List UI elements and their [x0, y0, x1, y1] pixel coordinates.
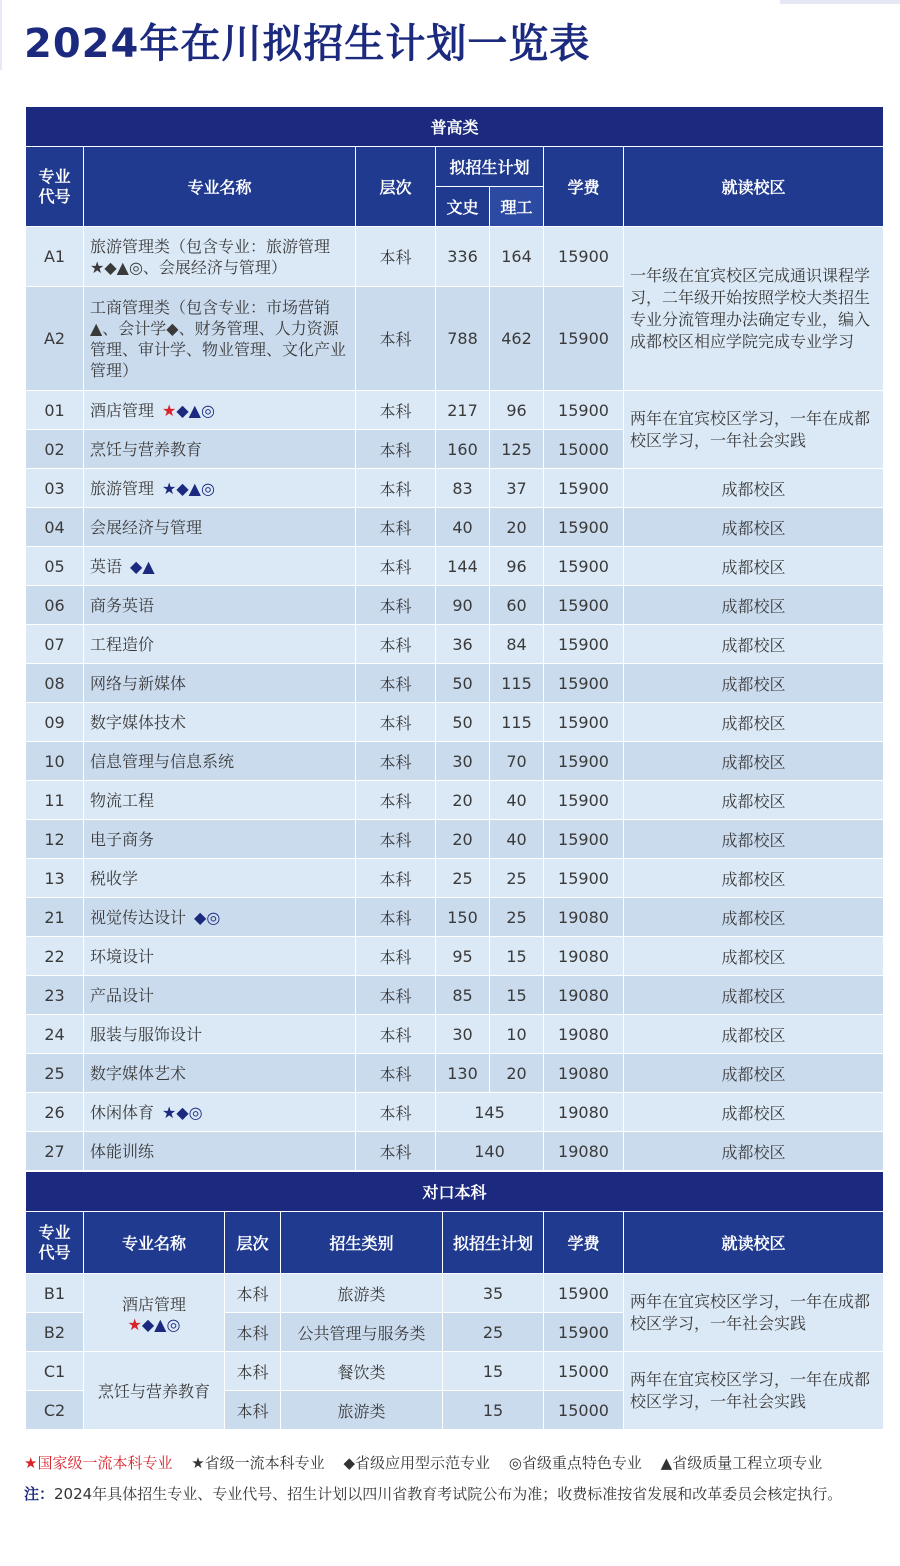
row-level: 本科 — [356, 781, 436, 820]
row-campus: 成都校区 — [624, 625, 884, 664]
row-fee: 19080 — [544, 976, 624, 1015]
table-row — [26, 1093, 884, 1132]
row-level: 本科 — [356, 742, 436, 781]
row-fee: 19080 — [544, 937, 624, 976]
row-arts: 95 — [436, 937, 490, 976]
major-name: 工程造价 — [90, 634, 155, 654]
row-code: A2 — [26, 287, 84, 391]
row-fee: 15900 — [544, 820, 624, 859]
row-arts: 20 — [436, 820, 490, 859]
row-level: 本科 — [356, 1132, 436, 1171]
row-code: 22 — [26, 937, 84, 976]
major-name: 视觉传达设计 — [90, 907, 187, 927]
major-name: 数字媒体艺术 — [90, 1063, 187, 1083]
group2-campus: 两年在宜宾校区学习，一年在成都校区学习，一年社会实践 — [624, 1352, 884, 1430]
section-band-general: 普高类 — [26, 107, 884, 147]
row-arts: 85 — [436, 976, 490, 1015]
header-plan: 拟招生计划 — [436, 147, 544, 187]
row-sci: 37 — [490, 469, 544, 508]
row2-plan: 35 — [443, 1274, 544, 1313]
national-star-icon: ★ — [127, 1314, 142, 1334]
row-level: 本科 — [356, 898, 436, 937]
row2-code: C2 — [26, 1391, 84, 1430]
table-row — [26, 703, 884, 742]
row-fee: 15900 — [544, 391, 624, 430]
row-level: 本科 — [356, 1054, 436, 1093]
major-name: 烹饪与营养教育 — [90, 439, 203, 459]
row-campus: 成都校区 — [624, 1093, 884, 1132]
header-level: 层次 — [356, 147, 436, 227]
row-arts: 144 — [436, 547, 490, 586]
row-arts: 20 — [436, 781, 490, 820]
row-code: 26 — [26, 1093, 84, 1132]
row-campus: 成都校区 — [624, 586, 884, 625]
table-row — [26, 742, 884, 781]
row-name — [84, 287, 356, 391]
legend-provincial-first-class: ★省级一流本科专业 — [191, 1454, 325, 1472]
row-arts: 36 — [436, 625, 490, 664]
major-name: 网络与新媒体 — [90, 673, 187, 693]
row-code: 01 — [26, 391, 84, 430]
row-code: 09 — [26, 703, 84, 742]
header2-code: 专业 代号 — [26, 1212, 84, 1274]
major-badges: ★◆▲◎ — [162, 478, 215, 498]
row-campus: 成都校区 — [624, 1054, 884, 1093]
row-name — [84, 469, 356, 508]
major-name: 数字媒体技术 — [90, 712, 187, 732]
row-fee: 19080 — [544, 1015, 624, 1054]
row-code: 23 — [26, 976, 84, 1015]
major-name: 税收学 — [90, 868, 139, 888]
row-fee: 19080 — [544, 1132, 624, 1171]
row-fee: 15900 — [544, 625, 624, 664]
row-level: 本科 — [356, 625, 436, 664]
row-name — [84, 1015, 356, 1054]
row-level: 本科 — [356, 664, 436, 703]
major-name: 休闲体育 — [90, 1102, 155, 1122]
row-fee: 15000 — [544, 430, 624, 469]
row-sci: 84 — [490, 625, 544, 664]
table-row — [26, 820, 884, 859]
row-fee: 15900 — [544, 508, 624, 547]
row-sci: 40 — [490, 781, 544, 820]
row-arts: 30 — [436, 1015, 490, 1054]
table-row — [26, 781, 884, 820]
header-arts: 文史 — [436, 187, 490, 227]
row-campus: 成都校区 — [624, 1015, 884, 1054]
row2-plan: 15 — [443, 1391, 544, 1430]
row-level: 本科 — [356, 1093, 436, 1132]
row-campus: 成都校区 — [624, 781, 884, 820]
row-arts: 83 — [436, 469, 490, 508]
row-plan-total: 145 — [436, 1093, 544, 1132]
row-level: 本科 — [356, 287, 436, 391]
row-name — [84, 1132, 356, 1171]
row-campus: 成都校区 — [624, 976, 884, 1015]
row-sci: 10 — [490, 1015, 544, 1054]
row-name — [84, 586, 356, 625]
row-name — [84, 781, 356, 820]
top-decoration-bar — [780, 0, 900, 4]
row-code: 13 — [26, 859, 84, 898]
table-row — [26, 976, 884, 1015]
table-row — [26, 664, 884, 703]
group2-name: 烹饪与营养教育 — [84, 1352, 225, 1430]
table-row — [26, 391, 884, 430]
row-arts: 150 — [436, 898, 490, 937]
row2-fee: 15900 — [544, 1313, 624, 1352]
row-campus: 成都校区 — [624, 742, 884, 781]
row-code: 02 — [26, 430, 84, 469]
row-name — [84, 547, 356, 586]
row-code: 05 — [26, 547, 84, 586]
row-level: 本科 — [356, 469, 436, 508]
legend-provincial-key: ◎省级重点特色专业 — [508, 1454, 642, 1472]
row-name — [84, 937, 356, 976]
row-plan-total: 140 — [436, 1132, 544, 1171]
row-sci: 40 — [490, 820, 544, 859]
row-level: 本科 — [356, 508, 436, 547]
note-text: 2024年具体招生专业、专业代号、招生计划以四川省教育考试院公布为准；收费标准按省发展和改革委员会核定执行。 — [54, 1485, 843, 1503]
major-name: 工商管理类（包含专业：市场营销▲、会计学◆、财务管理、人力资源管理、审计学、物业管理、文化产业管理） — [90, 297, 347, 380]
row-sci: 20 — [490, 508, 544, 547]
row2-category: 旅游类 — [281, 1274, 443, 1313]
row-name — [84, 1093, 356, 1132]
row-level: 本科 — [356, 586, 436, 625]
row-arts: 25 — [436, 859, 490, 898]
row-code: 27 — [26, 1132, 84, 1171]
row-level: 本科 — [356, 391, 436, 430]
row-campus: 成都校区 — [624, 859, 884, 898]
legend-national-first-class: ★国家级一流本科专业 — [24, 1454, 173, 1472]
row-sci: 115 — [490, 703, 544, 742]
row-name — [84, 976, 356, 1015]
major-badges: ◆▲ — [130, 556, 155, 576]
major-name: 环境设计 — [90, 946, 155, 966]
row-campus: 成都校区 — [624, 937, 884, 976]
table-row — [26, 469, 884, 508]
row-arts: 50 — [436, 664, 490, 703]
major-name: 物流工程 — [90, 790, 155, 810]
header2-name: 专业名称 — [84, 1212, 225, 1274]
group1-sym-rest: ◆▲◎ — [141, 1314, 181, 1334]
row2-code: C1 — [26, 1352, 84, 1391]
header2-campus: 就读校区 — [624, 1212, 884, 1274]
table-row — [26, 227, 884, 287]
row-name — [84, 898, 356, 937]
major-name: 会展经济与管理 — [90, 517, 203, 537]
legend — [24, 1452, 894, 1473]
row-code: 03 — [26, 469, 84, 508]
row-fee: 15900 — [544, 547, 624, 586]
row-arts: 40 — [436, 508, 490, 547]
row-code: 04 — [26, 508, 84, 547]
row-fee: 15900 — [544, 664, 624, 703]
table-row — [26, 1054, 884, 1093]
group1-name: 酒店管理 — [121, 1294, 186, 1314]
row-fee: 15900 — [544, 859, 624, 898]
row-campus: 成都校区 — [624, 469, 884, 508]
row-level: 本科 — [356, 937, 436, 976]
national-star-icon: ★ — [162, 400, 177, 420]
row-code: 25 — [26, 1054, 84, 1093]
row-name — [84, 703, 356, 742]
row2-fee: 15000 — [544, 1352, 624, 1391]
section-band-vocational: 对口本科 — [26, 1172, 884, 1212]
major-name: 旅游管理类（包含专业：旅游管理★◆▲◎、会展经济与管理） — [90, 236, 331, 277]
row-sci: 96 — [490, 391, 544, 430]
row-level: 本科 — [356, 976, 436, 1015]
header-code: 专业 代号 — [26, 147, 84, 227]
row-fee: 15900 — [544, 227, 624, 287]
row-code: 07 — [26, 625, 84, 664]
table-row — [26, 859, 884, 898]
group1-campus: 两年在宜宾校区学习，一年在成都校区学习，一年社会实践 — [624, 1274, 884, 1352]
row-code: 21 — [26, 898, 84, 937]
row-fee: 15900 — [544, 742, 624, 781]
row2-level: 本科 — [225, 1391, 281, 1430]
badge-icons: ◆▲◎ — [176, 400, 215, 420]
row-sci: 25 — [490, 859, 544, 898]
table-row — [26, 937, 884, 976]
major-badges: ★◆◎ — [162, 1102, 203, 1122]
row2-category: 旅游类 — [281, 1391, 443, 1430]
row-name — [84, 625, 356, 664]
row-sci: 25 — [490, 898, 544, 937]
row-arts: 90 — [436, 586, 490, 625]
row-name — [84, 820, 356, 859]
major-badges: ◆◎ — [194, 907, 221, 927]
header-name: 专业名称 — [84, 147, 356, 227]
row-level: 本科 — [356, 227, 436, 287]
row2-fee: 15000 — [544, 1391, 624, 1430]
header2-plan: 拟招生计划 — [443, 1212, 544, 1274]
major-name: 英语 — [90, 556, 123, 576]
row-sci: 115 — [490, 664, 544, 703]
page-title: 2024年在川拟招生计划一览表 — [24, 21, 591, 67]
table-row — [26, 898, 884, 937]
row2-category: 餐饮类 — [281, 1352, 443, 1391]
row-level: 本科 — [356, 547, 436, 586]
footnote — [24, 1478, 890, 1510]
header2-category: 招生类别 — [281, 1212, 443, 1274]
row-sci: 125 — [490, 430, 544, 469]
major-name: 旅游管理 — [90, 478, 155, 498]
major-name: 体能训练 — [90, 1141, 155, 1161]
row-campus: 成都校区 — [624, 703, 884, 742]
legend-provincial-demo: ◆省级应用型示范专业 — [343, 1454, 491, 1472]
row2-level: 本科 — [225, 1274, 281, 1313]
row-level: 本科 — [356, 1015, 436, 1054]
corner-decoration — [0, 0, 3, 70]
row2-code: B2 — [26, 1313, 84, 1352]
major-name: 服装与服饰设计 — [90, 1024, 203, 1044]
row-sci: 96 — [490, 547, 544, 586]
campus-a: 一年级在宜宾校区完成通识课程学习，二年级开始按照学校大类招生专业分流管理办法确定专业，编入成都校区相应学院完成专业学习 — [624, 227, 884, 391]
row-arts: 130 — [436, 1054, 490, 1093]
major-name: 产品设计 — [90, 985, 155, 1005]
table-row — [26, 1132, 884, 1171]
row-level: 本科 — [356, 859, 436, 898]
row2-level: 本科 — [225, 1313, 281, 1352]
row-arts: 336 — [436, 227, 490, 287]
vocational-admission-table — [25, 1171, 884, 1430]
row-code: 24 — [26, 1015, 84, 1054]
group1-symbols — [84, 1315, 224, 1334]
row-sci: 60 — [490, 586, 544, 625]
table-row — [26, 508, 884, 547]
row-arts: 50 — [436, 703, 490, 742]
row2-plan: 25 — [443, 1313, 544, 1352]
row2-category: 公共管理与服务类 — [281, 1313, 443, 1352]
row2-plan: 15 — [443, 1352, 544, 1391]
row2-fee: 15900 — [544, 1274, 624, 1313]
row-name — [84, 430, 356, 469]
row-arts: 160 — [436, 430, 490, 469]
row-arts: 788 — [436, 287, 490, 391]
row-level: 本科 — [356, 703, 436, 742]
legend-provincial-quality: ▲省级质量工程立项专业 — [660, 1454, 823, 1472]
row-fee: 19080 — [544, 1093, 624, 1132]
table-row — [26, 1015, 884, 1054]
header-campus: 就读校区 — [624, 147, 884, 227]
note-label: 注： — [24, 1485, 55, 1503]
row-campus: 成都校区 — [624, 1132, 884, 1171]
major-badges — [162, 400, 215, 421]
major-name: 电子商务 — [90, 829, 155, 849]
major-name: 商务英语 — [90, 595, 155, 615]
row-code: 10 — [26, 742, 84, 781]
row-campus: 成都校区 — [624, 664, 884, 703]
row-sci: 20 — [490, 1054, 544, 1093]
row-name — [84, 859, 356, 898]
row-fee: 19080 — [544, 1054, 624, 1093]
row-name — [84, 664, 356, 703]
row-fee: 15900 — [544, 586, 624, 625]
general-admission-table — [25, 106, 884, 1171]
table-row — [26, 586, 884, 625]
row-campus: 成都校区 — [624, 898, 884, 937]
row-code: A1 — [26, 227, 84, 287]
row-arts: 30 — [436, 742, 490, 781]
row-sci: 15 — [490, 937, 544, 976]
row-sci: 15 — [490, 976, 544, 1015]
row-sci: 462 — [490, 287, 544, 391]
row-sci: 164 — [490, 227, 544, 287]
row-code: 08 — [26, 664, 84, 703]
row-sci: 70 — [490, 742, 544, 781]
row-name — [84, 391, 356, 430]
row-name — [84, 227, 356, 287]
header-sci: 理工 — [490, 187, 544, 227]
row-fee: 15900 — [544, 703, 624, 742]
row-code: 11 — [26, 781, 84, 820]
table-row — [26, 625, 884, 664]
row-campus: 成都校区 — [624, 547, 884, 586]
row-name — [84, 1054, 356, 1093]
row-level: 本科 — [356, 820, 436, 859]
row-fee: 15900 — [544, 287, 624, 391]
row-code: 06 — [26, 586, 84, 625]
row2-level: 本科 — [225, 1352, 281, 1391]
row-name — [84, 742, 356, 781]
table-row — [26, 547, 884, 586]
header2-fee: 学费 — [544, 1212, 624, 1274]
row-campus: 成都校区 — [624, 820, 884, 859]
major-name: 信息管理与信息系统 — [90, 751, 235, 771]
row-fee: 15900 — [544, 781, 624, 820]
header2-level: 层次 — [225, 1212, 281, 1274]
row-fee: 19080 — [544, 898, 624, 937]
row-level: 本科 — [356, 430, 436, 469]
group1-name-cell — [84, 1274, 225, 1352]
major-name: 酒店管理 — [90, 400, 155, 420]
row-arts: 217 — [436, 391, 490, 430]
row2-code: B1 — [26, 1274, 84, 1313]
row-fee: 15900 — [544, 469, 624, 508]
row-code: 12 — [26, 820, 84, 859]
row-name — [84, 508, 356, 547]
header-fee: 学费 — [544, 147, 624, 227]
campus-b: 两年在宜宾校区学习，一年在成都校区学习，一年社会实践 — [624, 391, 884, 469]
row-campus: 成都校区 — [624, 508, 884, 547]
